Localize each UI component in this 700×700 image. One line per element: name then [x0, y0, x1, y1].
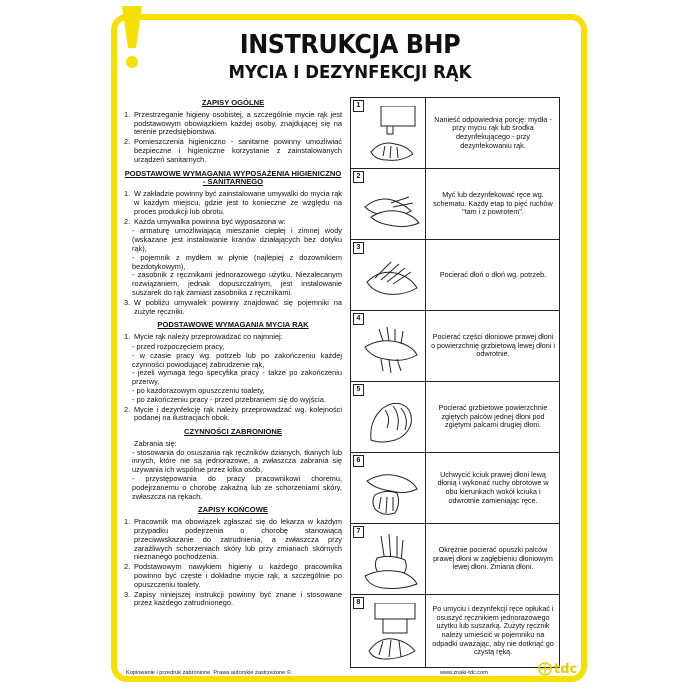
sub-item: - stosowania do osuszania rąk ręczników dzianych, tkanych lub innych, które nie są jednorazowe, a zwłaszcza zabrania się używania ich wspólnie przez kilka osób, [132, 447, 342, 475]
step-number: 3 [353, 242, 364, 254]
step-row [351, 453, 559, 524]
step-number: 8 [353, 597, 364, 609]
step-text: Okrężnie pocierać opuszki palców prawej dłoni w zagłębieniu dłoniowym lewej dłoni. Zmiana dłoni. [433, 545, 553, 572]
palm-over-back-icon [361, 248, 421, 306]
palm-to-palm-icon [361, 177, 421, 235]
step-text: Uchwycić kciuk prawej dłoni lewą dłonią i wykonać ruchy obrotowe w obu kierunkach wokół kciuka i odwrotnie zamieniając ręce. [437, 469, 549, 505]
item-text: Zapisy niniejszej instrukcji powinny być znane i stosowane przez każdego zatrudnionego. [134, 589, 342, 608]
section-heading: PODSTAWOWE WYMAGANIA MYCIA RĄK [157, 320, 309, 330]
item-number: 2. [124, 137, 131, 147]
list-item [124, 138, 342, 164]
step-row [351, 382, 559, 453]
item-number: 1. [124, 109, 131, 119]
item-text: Pracownik ma obowiązek zgłaszać się do lekarza w każdym przypadku podejrzenia o chorobę stanowiącą przeciwwskazanie do zatrudnienia, a zwłaszcza przy zaraźliwych schorzeniach skóry lub przy zmianach skórnych nieznanego pochodzenia. [134, 517, 342, 562]
list-item [124, 333, 342, 342]
list-item [124, 190, 342, 216]
item-number: 1. [124, 332, 131, 342]
exclamation-icon [116, 4, 148, 74]
step-row [351, 240, 559, 311]
item-number: 3. [124, 297, 131, 307]
item-text: W pobliżu umywalek powinny znajdować się pojemniki na zużyte ręczniki. [134, 297, 342, 316]
sub-item: - armaturę umożliwiającą mieszanie ciepłej i zimnej wody (wskazane jest instalowanie kranów działających bez dotyku rąk), [132, 226, 342, 253]
step-text: Pocierać grzbietowe powierzchnie zgiętych palców jednej dłoni pod zgiętymi palcami drugiej dłoni. [438, 403, 548, 430]
soap-dispenser-hands-icon [361, 106, 421, 164]
item-text: Przestrzeganie higieny osobistej, a szczególnie mycie rąk jest podstawowym obowiązkiem każdej osoby, znajdującej się na terenie przedsiębiorstwa. [134, 109, 342, 137]
sub-item: - po każdorazowym opuszczeniu toalety, [132, 385, 265, 395]
backs-of-fingers-icon [361, 390, 421, 448]
list-item [124, 518, 342, 562]
forbidden-intro: Zabrania się: [134, 438, 177, 448]
list-item [124, 563, 342, 589]
item-text: W zakładzie powinny być zainstalowane umywalki do mycia rąk w każdym miejscu, gdzie jest to konieczne ze względu na proces produkcji lub obrotu. [134, 189, 342, 216]
tdc-logo-icon [538, 662, 552, 676]
item-number: 2. [124, 216, 131, 226]
step-number: 7 [353, 526, 364, 538]
section-heading: ZAPISY KOŃCOWE [198, 505, 268, 515]
sub-item: - po zakończeniu pracy - przed przebraniem się do wyjścia. [132, 394, 326, 404]
thumb-rotation-icon [361, 461, 421, 519]
item-number: 1. [124, 517, 131, 527]
list-item [124, 111, 342, 137]
item-text: Podstawowym nawykiem higieny u każdego pracownika powinno być częste i dokładne mycie rąk, a szczególnie po opuszczeniu toalety. [134, 562, 342, 589]
section-heading: PODSTAWOWE WYMAGANIA WYPOSAŻENIA HIGIENICZNO - SANITARNEGO [124, 168, 342, 187]
list-item [124, 406, 342, 424]
step-row [351, 595, 559, 667]
step-number: 5 [353, 384, 364, 396]
step-row [351, 98, 559, 169]
sub-item: - pojemnik z mydłem w płynie (najlepiej z dozownikiem bezdotykowym), [132, 252, 342, 271]
steps-table [350, 97, 560, 668]
website-url: www.znaki-tdc.com [440, 670, 488, 676]
item-number: 1. [124, 189, 131, 199]
list-item [124, 591, 342, 609]
step-text: Myć lub dezynfekować ręce wg. schematu. Każdy etap to pięć ruchów "tam i z powrotem". [433, 190, 553, 217]
sub-item: - przystępowania do pracy pracownikowi choremu, podejrzanemu o chorobę zakaźną lub ze schorzeniami skóry, zwłaszcza na rękach. [132, 474, 342, 501]
fingertips-in-palm-icon [361, 532, 421, 590]
list-item [124, 299, 342, 317]
page-subtitle: MYCIA I DEZYNFEKCJI RĄK [228, 62, 472, 83]
sub-item: - zasobnik z ręcznikami jednorazowego użytku. Niezalecanym rozwiązaniem, jednak dopuszczalnym, jest instalowanie suszarek do rąk zamiast zasobnika z ręcznikami. [132, 270, 342, 297]
section-heading: CZYNNOŚCI ZABRONIONE [184, 427, 282, 437]
step-number: 1 [353, 100, 364, 112]
copyright-note: Kopiowanie i przedruk zabronione. Prawa autorskie zastrzeżone ©. [126, 670, 293, 676]
step-row [351, 524, 559, 595]
item-text: Mycie i dezynfekcję rąk należy przeprowadzać wg. kolejności podanej na ilustracjach obok. [134, 404, 342, 423]
step-number: 4 [353, 313, 364, 325]
item-text: Pomieszczenia higieniczno - sanitarne powinny umożliwiać bezpieczne i higieniczne korzystanie z zainstalowanych urządzeń sanitarnych. [134, 137, 342, 164]
step-text: Pocierać dłoń o dłoń wg. potrzeb. [439, 269, 547, 279]
item-text: Mycie rąk należy przeprowadzać co najmniej: [134, 332, 283, 342]
step-text: Po umyciu i dezynfekcji ręce opłukać i osuszyć ręcznikiem jednorazowego użytku lub suszarką. Zużyty ręcznik należy umieścić w pojemniku na odpadki uważając, aby nie dotknąć go czystą ręką. [432, 604, 554, 657]
page-title: INSTRUKCJA BHP [239, 30, 461, 60]
sub-item: - przed rozpoczęciem pracy, [132, 341, 225, 351]
sub-item: - jeżeli wymaga tego specyfika pracy - także po zakończeniu przerwy, [132, 368, 342, 387]
logo-text: tdc [554, 661, 578, 677]
interlaced-fingers-icon [361, 319, 421, 377]
sub-item: - w czasie pracy wg. potrzeb lub po zakończeniu każdej czynności powodującej zabrudzenie rąk, [132, 350, 342, 369]
item-number: 2. [124, 562, 131, 572]
list-item [124, 218, 342, 227]
instructions-column [124, 96, 342, 609]
paper-towel-drying-icon [361, 603, 421, 661]
section-heading: ZAPISY OGÓLNE [201, 98, 265, 107]
tdc-logo [538, 658, 584, 680]
item-number: 3. [124, 589, 131, 599]
step-row [351, 311, 559, 382]
step-text: Nanieść odpowiednią porcję: mydła - przy myciu rąk lub środka dezynfekującego - przy dezynfekowaniu rąk. [434, 114, 552, 150]
item-text: Każda umywalka powinna być wyposażona w: [134, 216, 286, 226]
step-row [351, 169, 559, 240]
item-number: 2. [124, 404, 131, 414]
step-number: 2 [353, 171, 364, 183]
step-number: 6 [353, 455, 364, 467]
step-text: Pocierać części dłoniowe prawej dłoni o powierzchnię grzbietową lewej dłoni i odwrotnie. [431, 332, 555, 359]
